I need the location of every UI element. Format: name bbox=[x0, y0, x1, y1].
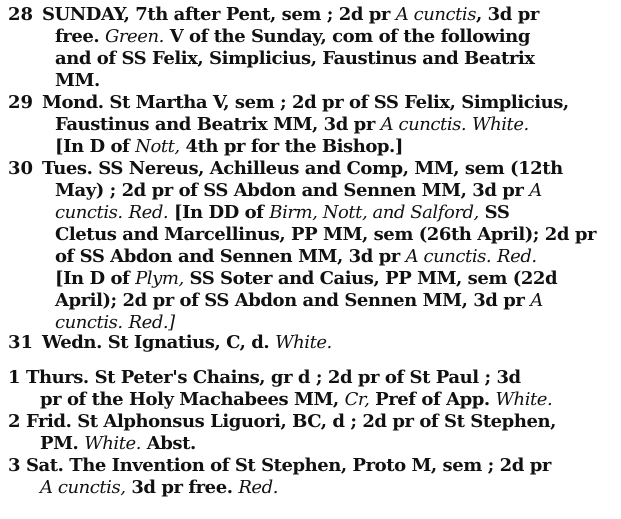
italic-text: Green. bbox=[104, 26, 164, 47]
day-number: 31 bbox=[8, 332, 34, 353]
text-run: Faustinus and Beatrix MM, 3d pr bbox=[55, 114, 381, 135]
text-run: 4th pr for the Bishop.] bbox=[179, 136, 403, 157]
text-run: May) ; 2d pr of SS Abdon and Sennen MM, 3d pr bbox=[55, 180, 530, 201]
italic-text: A cunctis. bbox=[380, 114, 467, 135]
entry-line bbox=[55, 180, 542, 202]
entry-line bbox=[26, 455, 551, 477]
italic-text: Red. bbox=[497, 246, 537, 267]
day-number: 2 bbox=[8, 411, 21, 432]
entry-line bbox=[55, 246, 537, 268]
day-number: 30 bbox=[8, 158, 34, 179]
entry-line bbox=[55, 48, 535, 70]
italic-text: cunctis. bbox=[55, 312, 123, 333]
entry-line bbox=[40, 477, 278, 499]
entry-line bbox=[26, 411, 556, 433]
italic-text: A cunctis bbox=[395, 4, 477, 25]
entry-line bbox=[26, 367, 521, 389]
italic-text: Plym, bbox=[135, 268, 184, 289]
entry-line bbox=[55, 312, 175, 334]
day-number: 29 bbox=[8, 92, 34, 113]
text-run: [In D of bbox=[55, 268, 136, 289]
text-run: Cletus and Marcellinus, PP MM, sem (26th April); 2d pr bbox=[55, 224, 596, 245]
text-run: Abst. bbox=[140, 433, 196, 454]
text-run: pr of the Holy Machabees MM, bbox=[40, 389, 345, 410]
italic-text: White. bbox=[84, 433, 141, 454]
entry-line bbox=[42, 92, 569, 114]
entry-line bbox=[40, 433, 196, 455]
text-run: Tues. SS Nereus, Achilleus and Comp, MM, sem (12th bbox=[42, 158, 563, 179]
text-run: Wedn. St Ignatius, C, d. bbox=[42, 332, 276, 353]
italic-text: White. bbox=[472, 114, 529, 135]
entry-line bbox=[55, 26, 530, 48]
day-number: 1 bbox=[8, 367, 21, 388]
day-number: 28 bbox=[8, 4, 34, 25]
italic-text: Birm, Nott, and Salford, bbox=[269, 202, 479, 223]
italic-text: Nott, bbox=[135, 136, 180, 157]
entry-line bbox=[42, 332, 332, 354]
italic-text: White. bbox=[495, 389, 553, 410]
italic-text: Red. bbox=[128, 202, 169, 223]
text-run: , 3d pr bbox=[476, 4, 539, 25]
text-run: V of the Sunday, com of the following bbox=[163, 26, 530, 47]
italic-text: Cr, bbox=[344, 389, 370, 410]
entry-line bbox=[42, 4, 539, 26]
entry-line bbox=[55, 268, 557, 290]
text-run: SS bbox=[478, 202, 510, 223]
italic-text: Red. bbox=[238, 477, 278, 498]
entry-line bbox=[40, 389, 552, 411]
text-run: SUNDAY, 7th after Pent, sem ; 2d pr bbox=[42, 4, 396, 25]
italic-text: A cunctis. bbox=[405, 246, 492, 267]
entry-line bbox=[55, 136, 403, 158]
italic-text: A cunctis, bbox=[40, 477, 126, 498]
text-run: [In DD of bbox=[168, 202, 270, 223]
text-run: Pref of App. bbox=[369, 389, 496, 410]
entry-line bbox=[55, 202, 509, 224]
text-run: SS Soter and Caius, PP MM, sem (22d bbox=[183, 268, 558, 289]
text-run: PM. bbox=[40, 433, 85, 454]
text-run: and of SS Felix, Simplicius, Faustinus and Beatrix bbox=[55, 48, 535, 69]
italic-text: White. bbox=[275, 332, 332, 353]
text-run: free. bbox=[55, 26, 105, 47]
entry-line bbox=[55, 114, 529, 136]
entry-line bbox=[55, 70, 100, 92]
day-number: 3 bbox=[8, 455, 21, 476]
text-run: Thurs. St Peter's Chains, gr d ; 2d pr of St Paul ; 3d bbox=[26, 367, 521, 388]
text-run: MM. bbox=[55, 70, 100, 91]
entry-line bbox=[55, 224, 596, 246]
text-run: of SS Abdon and Sennen MM, 3d pr bbox=[55, 246, 406, 267]
italic-text: A bbox=[529, 180, 542, 201]
text-run: Sat. The Invention of St Stephen, Proto M, sem ; 2d pr bbox=[26, 455, 551, 476]
text-run: April); 2d pr of SS Abdon and Sennen MM, 3d pr bbox=[55, 290, 531, 311]
italic-text: A bbox=[530, 290, 543, 311]
text-run: Mond. St Martha V, sem ; 2d pr of SS Felix, Simplicius, bbox=[42, 92, 569, 113]
entry-line bbox=[42, 158, 563, 180]
italic-text: cunctis. bbox=[55, 202, 123, 223]
italic-text: Red.] bbox=[128, 312, 175, 333]
entry-line bbox=[55, 290, 543, 312]
text-run: [In D of bbox=[55, 136, 136, 157]
text-run: 3d pr free. bbox=[125, 477, 239, 498]
text-run: Frid. St Alphonsus Liguori, BC, d ; 2d pr of St Stephen, bbox=[26, 411, 556, 432]
